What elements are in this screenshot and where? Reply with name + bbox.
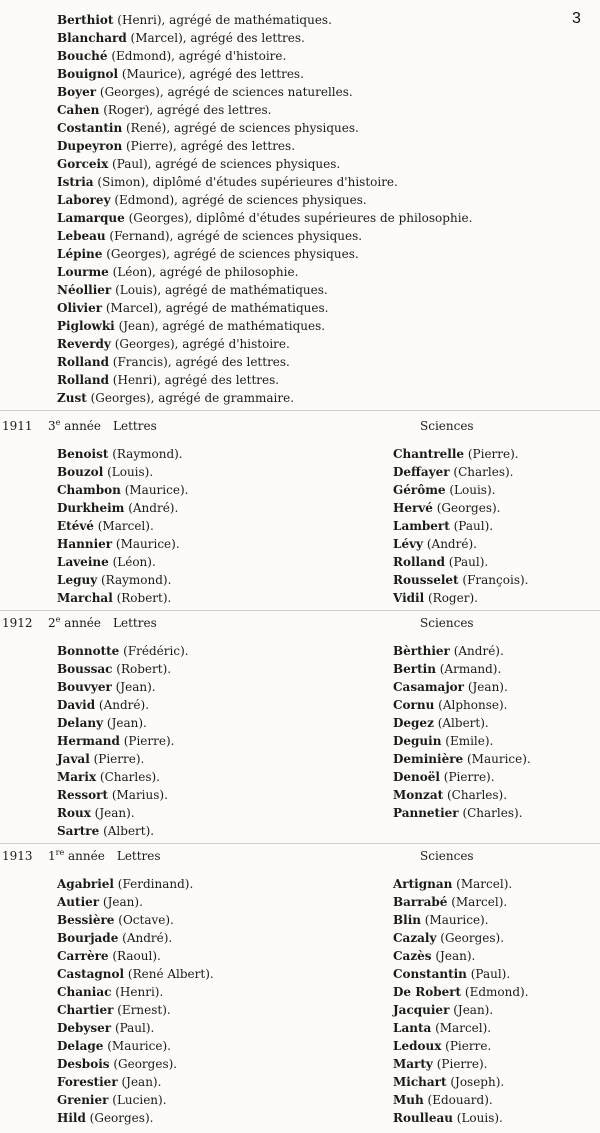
entry-name: Bèrthier [393,644,450,658]
agrege-entry [57,30,305,46]
lettres-entry [57,966,214,982]
entry-detail: (Ernest). [113,1003,171,1017]
entry-detail: (Maurice). [420,913,489,927]
entry-detail: (Charles). [443,788,508,802]
entry-detail: (Maurice). [103,1039,171,1053]
entry-detail: (Georges), agrégé de grammaire. [86,391,295,405]
entry-name: Lebeau [57,229,106,243]
agrege-entry [57,264,298,280]
entry-name: Bouignol [57,67,119,81]
entry-name: Etévé [57,519,94,533]
entry-name: Casamajor [393,680,464,694]
entry-detail: (Maurice). [463,752,531,766]
section-header [2,615,157,631]
entry-detail: (Paul), agrégé de sciences physiques. [108,157,341,171]
entry-detail: (Edmond), agrégé d'histoire. [107,49,287,63]
entry-name: Artignan [393,877,453,891]
sciences-entry [393,1038,491,1054]
entry-name: Berthiot [57,13,114,27]
entry-name: Autier [57,895,100,909]
entry-detail: (Francis), agrégé des lettres. [108,355,290,369]
entry-detail: (Pierre). [439,770,495,784]
sciences-entry [393,1110,503,1126]
entry-name: Carrère [57,949,109,963]
sciences-entry [393,554,488,570]
entry-name: Cornu [393,698,435,712]
entry-detail: (René Albert). [124,967,214,981]
lettres-entry [57,590,171,606]
lettres-entry [57,948,161,964]
entry-detail: (Emile). [441,734,494,748]
entry-detail: (Marcel), agrégé de mathématiques. [102,301,329,315]
entry-detail: (Paul). [444,555,489,569]
entry-name: Olivier [57,301,103,315]
agrege-entry [57,246,359,262]
entry-name: Deguin [393,734,442,748]
entry-name: Chartier [57,1003,114,1017]
agrege-entry [57,372,279,388]
lettres-entry [57,1020,154,1036]
entry-name: Jacquier [393,1003,450,1017]
sciences-entry [393,966,510,982]
lettres-entry [57,769,160,785]
entry-detail: (Georges). [109,1057,178,1071]
entry-detail: (Georges), agrégé de sciences naturelles. [96,85,353,99]
sciences-entry [393,661,501,677]
entry-name: Lanta [393,1021,432,1035]
entry-name: Desbois [57,1057,110,1071]
sciences-entry [393,697,507,713]
entry-name: Pannetier [393,806,459,820]
entry-detail: (Charles). [449,465,514,479]
entry-name: Bertin [393,662,436,676]
entry-name: Lévy [393,537,424,551]
sciences-entry [393,912,489,928]
entry-detail: (Octave). [114,913,174,927]
entry-detail: (Marcel). [447,895,508,909]
sciences-heading: Sciences [420,616,474,630]
entry-detail: (René), agrégé de sciences physiques. [122,121,359,135]
sciences-entry [393,984,529,1000]
entry-name: Deminière [393,752,464,766]
sciences-entry [393,1020,491,1036]
agrege-entry [57,336,290,352]
section-year: 1913 [2,849,33,863]
agrege-entry [57,228,362,244]
entry-detail: (Henri), agrégé des lettres. [108,373,280,387]
entry-detail: (Fernand), agrégé de sciences physiques. [105,229,363,243]
lettres-entry [57,805,135,821]
entry-name: Lambert [393,519,450,533]
entry-name: Gérôme [393,483,446,497]
sciences-entry [393,482,495,498]
sciences-entry [393,1002,493,1018]
lettres-entry [57,733,174,749]
entry-name: Boyer [57,85,97,99]
entry-detail: (Simon), diplômé d'études supérieures d'histoire. [93,175,398,189]
entry-detail: (Armand). [435,662,502,676]
lettres-entry [57,697,149,713]
sciences-entry [393,876,512,892]
entry-name: Bourjade [57,931,119,945]
lettres-entry [57,572,171,588]
lettres-entry [57,876,193,892]
entry-detail: (Edouard). [423,1093,493,1107]
entry-name: Laveine [57,555,109,569]
agrege-entry [57,84,353,100]
section-year: 1911 [2,419,33,433]
entry-detail: (François). [458,573,529,587]
agrege-entry [57,390,294,406]
entry-name: Debyser [57,1021,112,1035]
entry-name: David [57,698,96,712]
entry-detail: (Henri), agrégé de mathématiques. [113,13,332,27]
entry-detail: (Paul). [449,519,494,533]
entry-detail: (Louis). [103,465,154,479]
entry-name: Lépine [57,247,103,261]
lettres-entry [57,643,189,659]
agrege-entry [57,120,359,136]
entry-detail: (Charles). [458,806,523,820]
entry-name: Leguy [57,573,98,587]
entry-name: Hervé [393,501,433,515]
sciences-entry [393,805,523,821]
section-rank-suffix: e [55,615,61,624]
entry-detail: (Raoul). [108,949,161,963]
entry-name: Blin [393,913,421,927]
lettres-entry [57,679,156,695]
entry-name: Marty [393,1057,433,1071]
entry-detail: (Jean). [464,680,508,694]
entry-name: Lamarque [57,211,125,225]
entry-detail: (Pierre), agrégé des lettres. [122,139,296,153]
sciences-entry [393,769,495,785]
lettres-entry [57,1056,177,1072]
entry-detail: (Paul). [111,1021,155,1035]
entry-name: Bouvyer [57,680,112,694]
entry-detail: (André). [423,537,477,551]
entry-name: Monzat [393,788,444,802]
entry-name: Rolland [57,355,109,369]
entry-name: Lourme [57,265,109,279]
lettres-entry [57,482,188,498]
entry-name: Zust [57,391,87,405]
entry-detail: (Henri). [111,985,164,999]
entry-name: Bessière [57,913,115,927]
entry-detail: (Louis), agrégé de mathématiques. [111,283,328,297]
entry-detail: (Paul). [466,967,511,981]
entry-detail: (Joseph). [446,1075,505,1089]
entry-detail: (André). [118,931,173,945]
section-header [2,848,161,864]
sciences-entry [393,679,508,695]
lettres-entry [57,984,163,1000]
lettres-entry [57,1038,171,1054]
lettres-entry [57,930,172,946]
entry-name: De Robert [393,985,462,999]
section-divider [0,410,600,411]
entry-detail: (Jean). [111,680,156,694]
entry-name: Rolland [393,555,445,569]
entry-name: Laborey [57,193,111,207]
lettres-entry [57,446,183,462]
entry-detail: (Jean). [90,806,135,820]
sciences-entry [393,715,489,731]
entry-detail: (Albert). [99,824,155,838]
entry-name: Delage [57,1039,104,1053]
entry-detail: (Roger). [424,591,478,605]
entry-name: Forestier [57,1075,118,1089]
entry-name: Hild [57,1111,86,1125]
entry-detail: (Marcel), agrégé des lettres. [126,31,305,45]
sciences-entry [393,1056,488,1072]
entry-detail: (Jean). [449,1003,494,1017]
entry-detail: (Jean). [117,1075,162,1089]
entry-detail: (Maurice). [120,483,189,497]
entry-detail: (Louis). [445,483,496,497]
entry-detail: (Charles). [96,770,160,784]
agrege-entry [57,300,328,316]
agrege-entry [57,282,328,298]
lettres-entry [57,715,147,731]
entry-name: Ressort [57,788,108,802]
entry-detail: (Jean). [103,716,147,730]
entry-detail: (Marcel). [93,519,154,533]
sciences-entry [393,948,475,964]
sciences-entry [393,1092,493,1108]
entry-detail: (Alphonse). [434,698,508,712]
entry-name: Castagnol [57,967,125,981]
sciences-entry [393,500,501,516]
entry-name: Néollier [57,283,112,297]
section-divider [0,610,600,611]
lettres-entry [57,912,174,928]
agrege-entry [57,138,295,154]
entry-name: Bouzol [57,465,104,479]
entry-detail: (André). [449,644,504,658]
sciences-entry [393,572,528,588]
entry-detail: (Georges). [85,1111,154,1125]
entry-name: Cahen [57,103,100,117]
entry-name: Durkheim [57,501,125,515]
entry-name: Roulleau [393,1111,453,1125]
entry-name: Muh [393,1093,424,1107]
entry-name: Delany [57,716,104,730]
sciences-entry [393,518,493,534]
sciences-entry [393,930,504,946]
entry-name: Degez [393,716,434,730]
lettres-entry [57,536,180,552]
entry-name: Rousselet [393,573,459,587]
agrege-entry [57,318,325,334]
entry-detail: (Pierre). [89,752,145,766]
agrege-entry [57,156,340,172]
agrege-entry [57,48,286,64]
entry-name: Agabriel [57,877,114,891]
section-rank-suffix: re [55,848,65,857]
section-year: 1912 [2,616,33,630]
sciences-entry [393,536,477,552]
entry-detail: (Roger), agrégé des lettres. [99,103,272,117]
agrege-entry [57,12,332,28]
section-rank: 1 [48,849,56,863]
entry-detail: (Marcel). [431,1021,492,1035]
section-rank-word: année [64,849,105,863]
entry-detail: (Robert). [112,662,172,676]
entry-detail: (Edmond), agrégé de sciences physiques. [110,193,367,207]
entry-name: Dupeyron [57,139,123,153]
entry-detail: (Jean), agrégé de mathématiques. [114,319,326,333]
sciences-entry [393,894,507,910]
lettres-entry [57,1074,161,1090]
entry-detail: (Georges), diplômé d'études supérieures de philosophie. [124,211,473,225]
entry-detail: (Jean). [99,895,143,909]
entry-detail: (Léon), agrégé de philosophie. [108,265,299,279]
lettres-entry [57,518,154,534]
sciences-entry [393,464,514,480]
entry-name: Cazès [393,949,432,963]
entry-name: Gorceix [57,157,109,171]
entry-name: Benoist [57,447,109,461]
entry-detail: (Pierre). [432,1057,488,1071]
entry-detail: (Léon). [108,555,156,569]
agrege-entry [57,102,271,118]
entry-detail: (Pierre). [464,447,519,461]
entry-name: Hermand [57,734,120,748]
lettres-entry [57,787,168,803]
lettres-entry [57,894,143,910]
entry-detail: (Pierre. [441,1039,492,1053]
agrege-entry [57,354,290,370]
entry-detail: (Georges). [432,501,501,515]
entry-name: Marix [57,770,97,784]
entry-name: Ledoux [393,1039,442,1053]
entry-detail: (Pierre). [119,734,175,748]
entry-name: Sartre [57,824,100,838]
entry-name: Reverdy [57,337,111,351]
entry-name: Costantin [57,121,123,135]
entry-detail: (André). [95,698,150,712]
entry-detail: (Albert). [433,716,489,730]
entry-detail: (André). [124,501,179,515]
entry-name: Istria [57,175,94,189]
sciences-heading: Sciences [420,419,474,433]
entry-detail: (Georges). [436,931,505,945]
entry-detail: (Edmond). [461,985,529,999]
sciences-entry [393,1074,504,1090]
section-divider [0,843,600,844]
entry-detail: (Louis). [452,1111,503,1125]
entry-name: Cazaly [393,931,437,945]
entry-name: Javal [57,752,90,766]
entry-name: Barrabé [393,895,448,909]
lettres-entry [57,823,154,839]
entry-detail: (Georges), agrégé d'histoire. [110,337,290,351]
sciences-entry [393,446,519,462]
entry-detail: (Jean). [431,949,476,963]
entry-name: Grenier [57,1093,109,1107]
lettres-heading: Lettres [113,419,157,433]
lettres-entry [57,751,144,767]
sciences-entry [393,590,478,606]
entry-detail: (Marcel). [452,877,513,891]
entry-name: Deffayer [393,465,450,479]
sciences-entry [393,733,493,749]
entry-name: Rolland [57,373,109,387]
lettres-entry [57,1110,153,1126]
lettres-heading: Lettres [113,616,157,630]
agrege-entry [57,210,472,226]
lettres-entry [57,1002,171,1018]
entry-name: Piglowki [57,319,115,333]
entry-detail: (Lucien). [108,1093,167,1107]
entry-name: Blanchard [57,31,127,45]
entry-name: Marchal [57,591,113,605]
lettres-entry [57,500,178,516]
section-rank-word: année [60,419,102,433]
agrege-entry [57,192,367,208]
section-rank: 3 [48,419,56,433]
entry-name: Chambon [57,483,121,497]
page-number: 3 [572,10,581,27]
entry-name: Chantrelle [393,447,465,461]
lettres-entry [57,464,153,480]
entry-detail: (Georges), agrégé de sciences physiques. [102,247,359,261]
entry-name: Hannier [57,537,113,551]
sciences-entry [393,751,531,767]
entry-name: Denoël [393,770,440,784]
section-rank: 2 [48,616,56,630]
section-rank-word: année [60,616,102,630]
entry-name: Bonnotte [57,644,120,658]
entry-detail: (Ferdinand). [113,877,194,891]
entry-detail: (Robert). [112,591,172,605]
lettres-entry [57,554,156,570]
entry-detail: (Maurice). [112,537,180,551]
entry-name: Michart [393,1075,447,1089]
entry-detail: (Maurice), agrégé des lettres. [118,67,304,81]
entry-name: Boussac [57,662,113,676]
sciences-heading: Sciences [420,849,474,863]
section-rank-suffix: e [55,418,61,427]
entry-detail: (Marius). [108,788,168,802]
lettres-entry [57,661,171,677]
entry-detail: (Raymond). [97,573,172,587]
lettres-entry [57,1092,167,1108]
entry-detail: (Raymond). [108,447,183,461]
entry-name: Vidil [393,591,425,605]
entry-detail: (Frédéric). [119,644,189,658]
entry-name: Roux [57,806,91,820]
sciences-entry [393,787,507,803]
entry-name: Constantin [393,967,467,981]
entry-name: Bouché [57,49,108,63]
lettres-heading: Lettres [116,849,161,863]
agrege-entry [57,174,398,190]
agrege-entry [57,66,304,82]
sciences-entry [393,643,504,659]
entry-name: Chaniac [57,985,112,999]
section-header [2,418,157,434]
